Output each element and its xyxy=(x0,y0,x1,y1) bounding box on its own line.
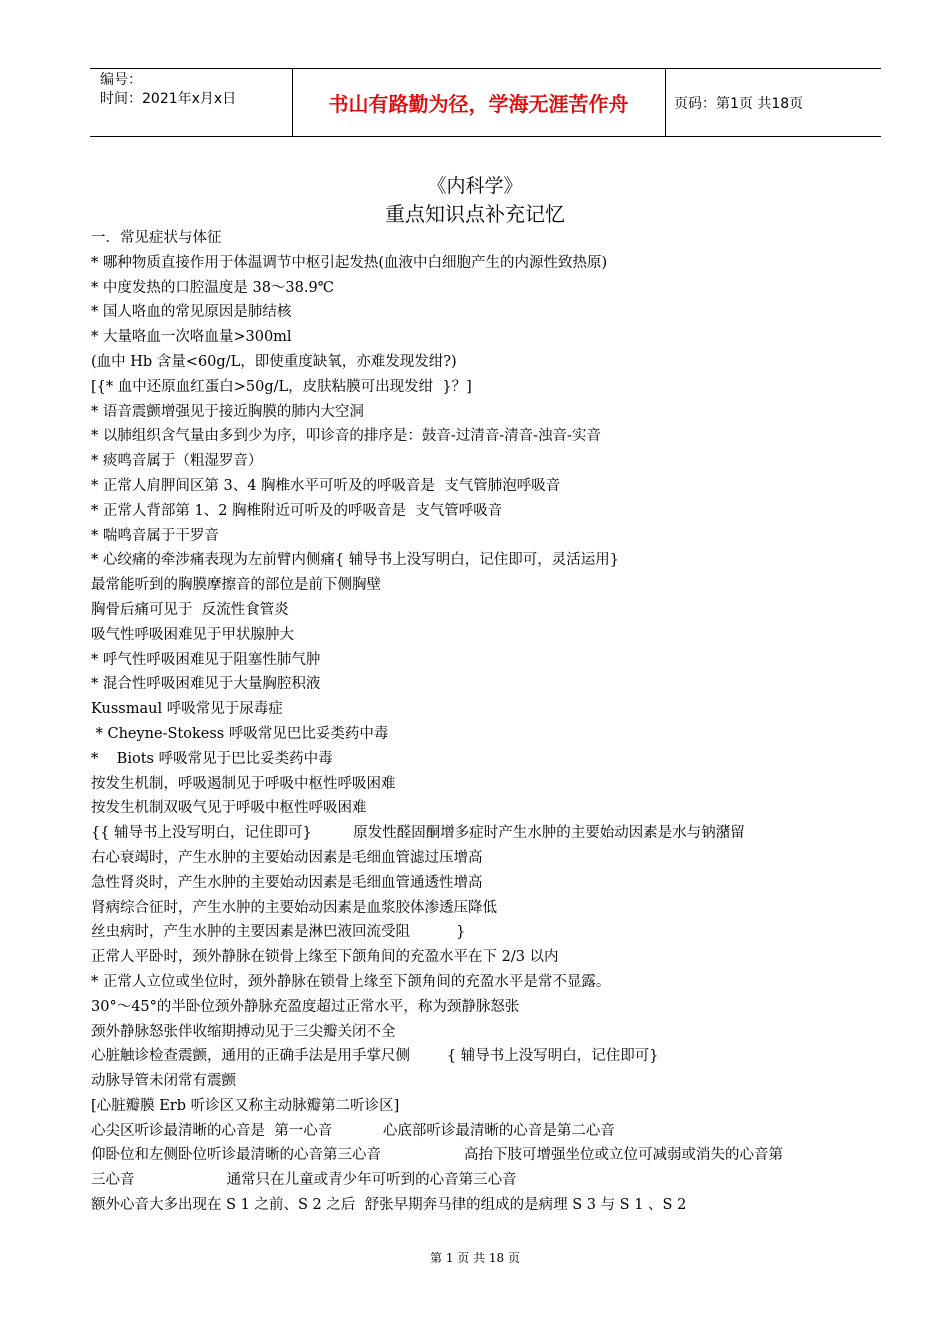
document-body xyxy=(91,226,891,1218)
text-line: * Biots 呼吸常见于巴比妥类药中毒 xyxy=(91,750,333,767)
text-line: * 语音震颤增强见于接近胸膜的肺内大空洞 xyxy=(91,403,364,420)
text-line: 颈外静脉怒张伴收缩期搏动见于三尖瓣关闭不全 xyxy=(91,1023,396,1040)
text-line: 仰卧位和左侧卧位听诊最清晰的心音第三心音 高抬下肢可增强坐位或立位可减弱或消失的心音第 xyxy=(91,1147,783,1164)
text-line: * 呼气性呼吸困难见于阻塞性肺气肿 xyxy=(91,651,321,668)
header-page-info: 页码：第1页 共18页 xyxy=(674,96,804,112)
text-line: * 痰鸣音属于（粗湿罗音） xyxy=(91,453,263,470)
text-line: * 以肺组织含气量由多到少为序，叩诊音的排序是：鼓音-过清音-清音-浊音-实音 xyxy=(91,428,601,445)
text-line: * 国人咯血的常见原因是肺结核 xyxy=(91,304,292,321)
text-line: [{* 血中还原血红蛋白>50g/L，皮肤粘膜可出现发绀 }？] xyxy=(91,378,472,395)
text-line: 最常能听到的胸膜摩擦音的部位是前下侧胸壁 xyxy=(91,577,381,594)
text-line: * Cheyne-Stokess 呼吸常见巴比妥类药中毒 xyxy=(91,725,389,742)
text-line: 正常人平卧时，颈外静脉在锁骨上缘至下颌角间的充盈水平在下 2/3 以内 xyxy=(91,949,559,966)
text-line: Kussmaul 呼吸常见于尿毒症 xyxy=(91,701,283,718)
text-line: 按发生机制，呼吸遏制见于呼吸中枢性呼吸困难 xyxy=(91,775,396,792)
text-line: * 哪种物质直接作用于体温调节中枢引起发热(血液中白细胞产生的内源性致热原) xyxy=(91,254,608,271)
text-line: * 喘鸣音属于干罗音 xyxy=(91,527,219,544)
text-line: [心脏瓣膜 Erb 听诊区又称主动脉瓣第二听诊区] xyxy=(91,1097,400,1114)
header-meta xyxy=(100,71,236,109)
text-line: {{ 辅导书上没写明白，记住即可} 原发性醛固酮增多症时产生水肿的主要始动因素是水与钠潴留 xyxy=(91,825,745,842)
text-line: * 正常人背部第 1、2 胸椎附近可听及的呼吸音是 支气管呼吸音 xyxy=(91,502,503,519)
text-line: * 混合性呼吸困难见于大量胸腔积液 xyxy=(91,676,321,693)
document-header xyxy=(90,68,881,137)
text-line: 按发生机制双吸气见于呼吸中枢性呼吸困难 xyxy=(91,800,367,817)
text-line: 额外心音大多出现在 S 1 之前、S 2 之后 舒张早期奔马律的组成的是病理 S 3 与 S 1 、S 2 xyxy=(91,1197,687,1214)
text-line: * 心绞痛的牵涉痛表现为左前臂内侧痛{ 辅导书上没写明白，记住即可，灵活运用} xyxy=(91,552,619,569)
text-line: 三心音 通常只在儿童或青少年可听到的心音第三心音 xyxy=(91,1172,517,1189)
page-footer: 第 1 页 共 18 页 xyxy=(430,1251,520,1265)
number-label: 编号： xyxy=(100,72,142,88)
text-line: 胸骨后痛可见于 反流性食管炎 xyxy=(91,601,289,618)
time-label: 时间：2021年x月x日 xyxy=(100,91,237,107)
text-line: * 中度发热的口腔温度是 38～38.9℃ xyxy=(91,279,334,296)
text-line: 吸气性呼吸困难见于甲状腺肿大 xyxy=(91,626,294,643)
header-motto: 书山有路勤为径，学海无涯苦作舟 xyxy=(328,92,629,116)
text-line: 右心衰竭时，产生水肿的主要始动因素是毛细血管滤过压增高 xyxy=(91,849,483,866)
document-subtitle: 重点知识点补充记忆 xyxy=(385,202,565,226)
text-line: * 正常人肩胛间区第 3、4 胸椎水平可听及的呼吸音是 支气管肺泡呼吸音 xyxy=(91,477,561,494)
text-line: 肾病综合征时，产生水肿的主要始动因素是血浆胶体渗透压降低 xyxy=(91,899,497,916)
text-line: * 大量咯血一次咯血量>300ml xyxy=(91,329,292,346)
text-line: (血中 Hb 含量<60g/L，即使重度缺氧，亦难发现发绀?) xyxy=(91,353,457,370)
text-line: 一．常见症状与体征 xyxy=(91,230,222,246)
text-line: 30°～45°的半卧位颈外静脉充盈度超过正常水平，称为颈静脉怒张 xyxy=(91,998,520,1015)
text-line: 心脏触诊检查震颤，通用的正确手法是用手掌尺侧 { 辅导书上没写明白，记住即可} xyxy=(91,1048,659,1065)
text-line: 丝虫病时，产生水肿的主要因素是淋巴液回流受阻 } xyxy=(91,924,466,941)
document-title: 《内科学》 xyxy=(427,175,523,197)
text-line: * 正常人立位或坐位时，颈外静脉在锁骨上缘至下颌角间的充盈水平是常不显露。 xyxy=(91,973,611,990)
text-line: 动脉导管未闭常有震颤 xyxy=(91,1073,236,1090)
text-line: 心尖区听诊最清晰的心音是 第一心音 心底部听诊最清晰的心音是第二心音 xyxy=(91,1122,615,1139)
header-divider xyxy=(665,69,666,136)
text-line: 急性肾炎时，产生水肿的主要始动因素是毛细血管通透性增高 xyxy=(91,874,483,891)
